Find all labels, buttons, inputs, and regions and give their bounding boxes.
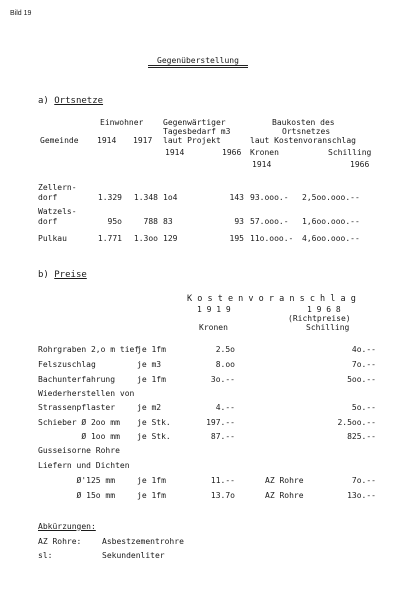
gemeinde-name: Pulkau (38, 234, 67, 243)
einwohner-1914: 95o (107, 217, 122, 226)
header-bedarf-line2: Tagesbedarf m3 (163, 127, 231, 136)
baukosten-1966: 2,5oo.ooo.-- (302, 193, 360, 202)
gemeinde-name: Zellern- (38, 183, 77, 192)
bedarf-1914: 1o4 (163, 193, 178, 202)
section-a-letter: a) (38, 96, 49, 106)
item-label: Ø 1oo mm (38, 432, 120, 441)
item-kronen: 11.-- (210, 476, 235, 485)
item-kronen: 197.-- (206, 418, 235, 427)
figure-label: Bild 19 (10, 10, 32, 17)
baukosten-1914: 11o.ooo.- (250, 234, 294, 243)
header-1919: 1 9 1 9 (197, 305, 231, 314)
header-baukosten-kronen: Kronen (250, 148, 279, 157)
einwohner-1914: 1.329 (97, 193, 122, 202)
page-title: Gegenüberstellung (148, 56, 248, 68)
section-b-letter: b) (38, 270, 49, 280)
item-label: Strassenpflaster (38, 403, 116, 412)
einwohner-1917: 788 (143, 217, 158, 226)
section-b-heading (38, 270, 87, 280)
header-bedarf-1966: 1966 (222, 148, 242, 157)
item-label: Bachunterfahrung (38, 375, 116, 384)
item-unit: je 1fm (137, 375, 166, 384)
einwohner-1914: 1.771 (97, 234, 122, 243)
item-label: Wiederherstellen von (38, 389, 135, 398)
abbreviation-term: AZ Rohre: (38, 537, 82, 546)
gemeinde-name-cont: dorf (38, 217, 58, 226)
item-label: Ø'125 mm (38, 476, 116, 485)
item-schilling: 5o.-- (351, 403, 376, 412)
item-kronen: 13.7o (210, 491, 235, 500)
item-label: Schieber Ø 2oo mm (38, 418, 120, 427)
item-kronen: 4.-- (215, 403, 235, 412)
section-a-heading (38, 96, 103, 106)
bedarf-1966: 195 (229, 234, 244, 243)
item-label: Liefern und Dichten (38, 461, 130, 470)
item-unit: je 1fm (137, 345, 166, 354)
header-1968: 1 9 6 8 (307, 305, 341, 314)
baukosten-1914: 93.ooo.- (250, 193, 289, 202)
item-unit: je m3 (137, 360, 162, 369)
abbreviations-title: Abkürzungen: (38, 522, 96, 531)
item-unit: je 1fm (137, 491, 166, 500)
bedarf-1966: 93 (234, 217, 244, 226)
section-b-name: Preise (54, 270, 87, 280)
header-einwohner-1914: 1914 (97, 136, 117, 145)
gemeinde-name-cont: dorf (38, 193, 58, 202)
section-a-name: Ortsnetze (54, 96, 104, 106)
item-schilling: 5oo.-- (347, 375, 376, 384)
bedarf-1914: 129 (163, 234, 178, 243)
header-gemeinde: Gemeinde (40, 136, 79, 145)
einwohner-1917: 1.3oo (133, 234, 158, 243)
header-baukosten-1966: 1966 (350, 160, 370, 169)
item-schilling: 13o.-- (347, 491, 376, 500)
item-label: Ø 15o mm (38, 491, 116, 500)
bedarf-1966: 143 (229, 193, 244, 202)
header-kostenvoranschlag: K o s t e n v o r a n s c h l a g (187, 294, 356, 304)
header-einwohner: Einwohner (100, 118, 144, 127)
item-unit: je Stk. (137, 418, 171, 427)
abbreviation-meaning: Asbestzementrohre (102, 537, 184, 546)
item-schilling: 825.-- (347, 432, 376, 441)
header-schilling: Schilling (306, 323, 350, 332)
header-baukosten-line2: Ortsnetzes (282, 127, 331, 136)
header-baukosten-line1: Baukosten des (272, 118, 335, 127)
baukosten-1966: 1,6oo.ooo.-- (302, 217, 360, 226)
item-schilling: 7o.-- (351, 476, 376, 485)
item-kronen: 87.-- (210, 432, 235, 441)
header-bedarf-line3: laut Projekt (163, 136, 221, 145)
header-baukosten-schilling: Schilling (328, 148, 372, 157)
item-kronen: 3o.-- (210, 375, 235, 384)
item-kronen: 2.5o (215, 345, 235, 354)
item-az: AZ Rohre (265, 476, 304, 485)
baukosten-1914: 57.ooo.- (250, 217, 289, 226)
abbreviation-meaning: Sekundenliter (102, 551, 165, 560)
bedarf-1914: 83 (163, 217, 173, 226)
header-baukosten-1914: 1914 (252, 160, 272, 169)
gemeinde-name: Watzels- (38, 207, 77, 216)
item-schilling: 4o.-- (351, 345, 376, 354)
item-unit: je m2 (137, 403, 162, 412)
header-baukosten-line3: laut Kostenvoranschlag (250, 136, 356, 145)
item-label: Rohrgraben 2,o m tief (38, 345, 140, 354)
header-bedarf-1914: 1914 (165, 148, 185, 157)
einwohner-1917: 1.348 (133, 193, 158, 202)
item-unit: je Stk. (137, 432, 171, 441)
item-unit: je 1fm (137, 476, 166, 485)
header-bedarf-line1: Gegenwärtiger (163, 118, 226, 127)
item-label: Felszuschlag (38, 360, 96, 369)
header-einwohner-1917: 1917 (133, 136, 153, 145)
item-az: AZ Rohre (265, 491, 304, 500)
header-kronen: Kronen (199, 323, 228, 332)
item-schilling: 2.5oo.-- (337, 418, 376, 427)
item-schilling: 7o.-- (351, 360, 376, 369)
abbreviation-term: sl: (38, 551, 53, 560)
baukosten-1966: 4,6oo.ooo.-- (302, 234, 360, 243)
item-kronen: 8.oo (215, 360, 235, 369)
header-richtpreise: (Richtpreise) (288, 314, 351, 323)
item-label: Gusseisorne Rohre (38, 446, 120, 455)
